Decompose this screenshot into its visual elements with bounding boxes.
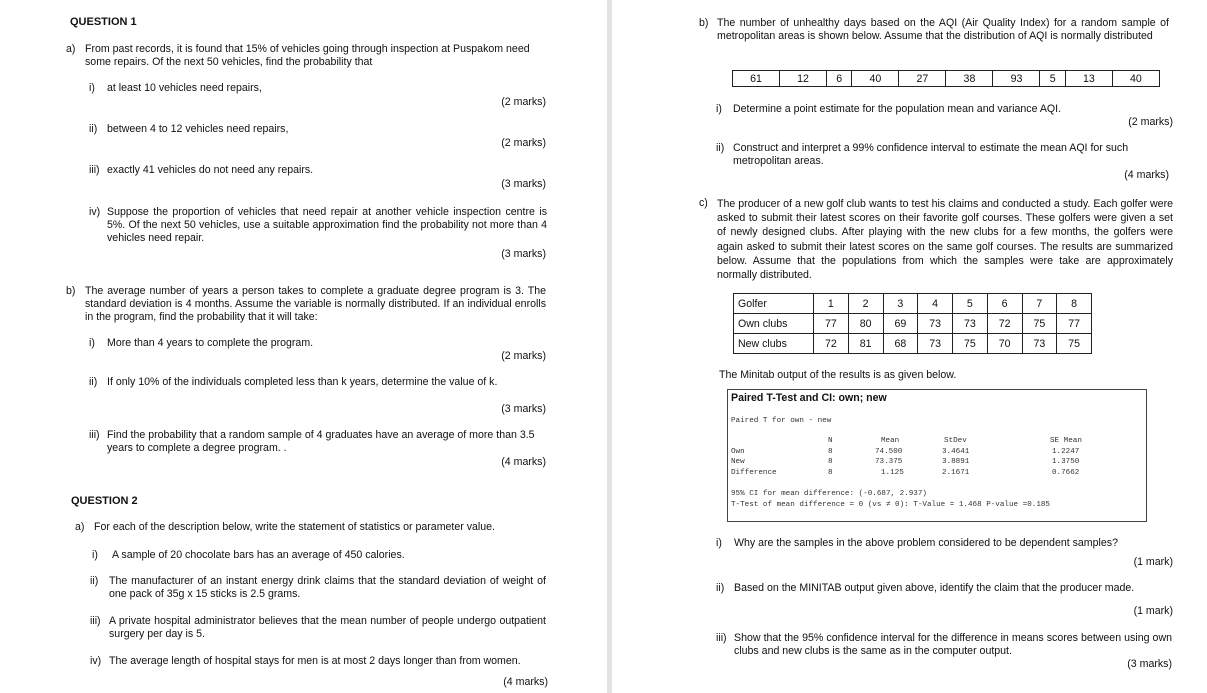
minitab-header-semean: SE Mean <box>1050 437 1082 445</box>
rb-ii-marks: (4 marks) <box>1124 169 1169 181</box>
minitab-header-n: N <box>828 437 833 445</box>
minitab-cell: 8 <box>828 458 833 466</box>
rb-ii-num: ii) <box>716 142 725 154</box>
golf-cell: 7 <box>1022 294 1057 314</box>
golf-cell: 81 <box>848 334 883 354</box>
q1b-i-num: i) <box>89 337 95 349</box>
q2a-iv-num: iv) <box>90 655 102 667</box>
rc-iii-text: Show that the 95% confidence interval for the difference in means scores between using own clubs and new clubs is the same as in the computer output. <box>734 632 1172 657</box>
golf-cell: 5 <box>953 294 988 314</box>
aqi-cell: 5 <box>1040 71 1065 87</box>
q1a-label: a) <box>66 43 76 55</box>
golf-cell: 73 <box>918 314 953 334</box>
aqi-cell: 38 <box>946 71 993 87</box>
aqi-table <box>732 70 1160 87</box>
golf-cell: 6 <box>987 294 1022 314</box>
golf-cell: 75 <box>953 334 988 354</box>
q2a-i-text: A sample of 20 chocolate bars has an average of 450 calories. <box>112 549 405 561</box>
minitab-row-label: Own <box>731 448 745 456</box>
minitab-header-mean: Mean <box>881 437 900 445</box>
golf-cell: 1 <box>814 294 849 314</box>
question-2-title: QUESTION 2 <box>71 495 138 507</box>
minitab-row-label: New <box>731 458 745 466</box>
rc-iii-num: iii) <box>716 632 727 644</box>
golf-cell: 70 <box>987 334 1022 354</box>
rc-i-num: i) <box>716 537 722 549</box>
aqi-cell: 40 <box>1112 71 1159 87</box>
golf-cell: 77 <box>1057 314 1092 334</box>
aqi-cell: 40 <box>852 71 899 87</box>
golf-cell: 75 <box>1022 314 1057 334</box>
q1a-ii-num: ii) <box>89 123 98 135</box>
page-divider <box>607 0 612 693</box>
q1a-iii-text: exactly 41 vehicles do not need any repairs. <box>107 164 314 176</box>
golf-cell: 77 <box>814 314 849 334</box>
aqi-cell: 12 <box>780 71 827 87</box>
golf-cell: 73 <box>918 334 953 354</box>
minitab-cell: 0.7662 <box>1052 469 1080 477</box>
q1b-iii-num: iii) <box>89 429 100 441</box>
aqi-cell: 61 <box>733 71 780 87</box>
golf-cell: 73 <box>953 314 988 334</box>
minitab-header-stdev: StDev <box>944 437 967 445</box>
golf-cell: 73 <box>1022 334 1057 354</box>
rc-i-marks: (1 mark) <box>1133 556 1173 568</box>
golf-row-own <box>734 314 1092 334</box>
minitab-ci-line: 95% CI for mean difference: (-0.687, 2.937) <box>731 490 927 498</box>
minitab-cell: 3.4641 <box>942 448 970 456</box>
golf-cell: 75 <box>1057 334 1092 354</box>
minitab-cell: 73.375 <box>875 458 903 466</box>
golf-cell: 72 <box>987 314 1022 334</box>
aqi-cell: 13 <box>1065 71 1112 87</box>
golf-cell: 68 <box>883 334 918 354</box>
minitab-subtitle: Paired T for own - new <box>731 417 832 425</box>
q1b-iii-text: Find the probability that a random sample of 4 graduates have an average of more than 3.5 years to complete a degree program. . <box>107 429 535 454</box>
q1b-label: b) <box>66 285 76 297</box>
q1a-iii-marks: (3 marks) <box>501 178 546 190</box>
q2a-ii-text: The manufacturer of an instant energy drink claims that the standard deviation of weight of one pack of 35g x 15 sticks is 2.5 grams. <box>109 575 546 600</box>
q2a-iii-num: iii) <box>90 615 101 627</box>
rc-iii-marks: (3 marks) <box>1127 658 1172 670</box>
minitab-cell: 3.8891 <box>942 458 970 466</box>
q1a-iv-marks: (3 marks) <box>501 248 546 260</box>
q1a-i-marks: (2 marks) <box>501 96 546 108</box>
minitab-cell: 1.3750 <box>1052 458 1080 466</box>
golf-cell: New clubs <box>734 334 814 354</box>
golf-table <box>733 293 1092 354</box>
q1b-ii-text: If only 10% of the individuals completed less than k years, determine the value of k. <box>107 376 498 388</box>
minitab-cell: 2.1671 <box>942 469 970 477</box>
rb-i-marks: (2 marks) <box>1128 116 1173 128</box>
minitab-cell: 1.125 <box>881 469 904 477</box>
q1a-ii-text: between 4 to 12 vehicles need repairs, <box>107 123 289 135</box>
golf-cell: 2 <box>848 294 883 314</box>
minitab-intro: The Minitab output of the results is as given below. <box>719 369 957 381</box>
q1b-text: The average number of years a person takes to complete a graduate degree program is 3. The standard deviation is 4 months. Assume the variable is normally distributed. If an individual enrolls in the program, find the probability that it will take: <box>85 285 546 323</box>
q2a-marks: (4 marks) <box>503 676 548 688</box>
q1b-ii-num: ii) <box>89 376 98 388</box>
aqi-cell: 93 <box>993 71 1040 87</box>
rb-i-text: Determine a point estimate for the population mean and variance AQI. <box>733 103 1062 115</box>
minitab-output-box <box>727 389 1147 522</box>
aqi-cell: 6 <box>827 71 852 87</box>
q1a-iii-num: iii) <box>89 164 100 176</box>
golf-cell: 72 <box>814 334 849 354</box>
q1b-iii-marks: (4 marks) <box>501 456 546 468</box>
q1b-i-marks: (2 marks) <box>501 350 546 362</box>
golf-row-golfer <box>734 294 1092 314</box>
q1a-text: From past records, it is found that 15% of vehicles going through inspection at Puspakom need some repairs. Of the next 50 vehicles, find the probability that <box>85 43 530 68</box>
question-1-title: QUESTION 1 <box>70 16 137 28</box>
golf-cell: Own clubs <box>734 314 814 334</box>
minitab-cell: 8 <box>828 448 833 456</box>
aqi-cell: 27 <box>899 71 946 87</box>
golf-cell: 3 <box>883 294 918 314</box>
q2a-ii-num: ii) <box>90 575 99 587</box>
q2a-iii-text: A private hospital administrator believes that the mean number of people undergo outpatient surgery per day is 5. <box>109 615 546 640</box>
minitab-cell: 8 <box>828 469 833 477</box>
golf-row-new <box>734 334 1092 354</box>
golf-cell: 69 <box>883 314 918 334</box>
minitab-row-label: Difference <box>731 469 777 477</box>
minitab-cell: 1.2247 <box>1052 448 1080 456</box>
q1a-i-num: i) <box>89 82 95 94</box>
q2a-i-num: i) <box>92 549 98 561</box>
rb-label: b) <box>699 17 709 29</box>
q1a-iv-text: Suppose the proportion of vehicles that need repair at another vehicle inspection centre is 5%. Of the next 50 vehicles, use a suitable approximation find the probability not more than 4 vehicles need repair. <box>107 206 547 244</box>
rc-ii-num: ii) <box>716 582 725 594</box>
rc-i-text: Why are the samples in the above problem considered to be dependent samples? <box>734 537 1118 549</box>
q1a-ii-marks: (2 marks) <box>501 137 546 149</box>
rc-label: c) <box>699 197 708 209</box>
q1b-ii-marks: (3 marks) <box>501 403 546 415</box>
rb-ii-text: Construct and interpret a 99% confidence interval to estimate the mean AQI for such metropolitan areas. <box>733 142 1129 167</box>
golf-cell: 4 <box>918 294 953 314</box>
q1b-i-text: More than 4 years to complete the program. <box>107 337 314 349</box>
golf-cell: 80 <box>848 314 883 334</box>
rc-ii-text: Based on the MINITAB output given above, identify the claim that the producer made. <box>734 582 1135 594</box>
q2a-label: a) <box>75 521 85 533</box>
q2a-text: For each of the description below, write the statement of statistics or parameter value. <box>94 521 495 533</box>
rc-text: The producer of a new golf club wants to test his claims and conducted a study. Each golfer were asked to submit their latest scores on their favorite golf courses. These golfers were given a set of newly designed clubs. After playing with the new clubs for a few months, the golfers were again asked to submit their latest scores on the same golf courses. The results are summarized below. Assume that the populations from which the samples were take are approximately normally distributed. <box>717 198 1173 282</box>
rb-i-num: i) <box>716 103 722 115</box>
rb-text: The number of unhealthy days based on the AQI (Air Quality Index) for a random sample of metropolitan areas is shown below. Assume that the distribution of AQI is normally distributed <box>717 17 1169 42</box>
minitab-cell: 74.500 <box>875 448 903 456</box>
q2a-iv-text: The average length of hospital stays for men is at most 2 days longer than from women. <box>109 655 521 667</box>
golf-cell: Golfer <box>734 294 814 314</box>
q1a-i-text: at least 10 vehicles need repairs, <box>107 82 262 94</box>
rc-ii-marks: (1 mark) <box>1133 605 1173 617</box>
q1a-iv-num: iv) <box>89 206 101 218</box>
golf-cell: 8 <box>1057 294 1092 314</box>
minitab-title: Paired T-Test and CI: own; new <box>731 392 887 404</box>
minitab-test-line: T-Test of mean difference = 0 (vs ≠ 0): T-Value = 1.468 P-value =0.185 <box>731 501 1050 509</box>
